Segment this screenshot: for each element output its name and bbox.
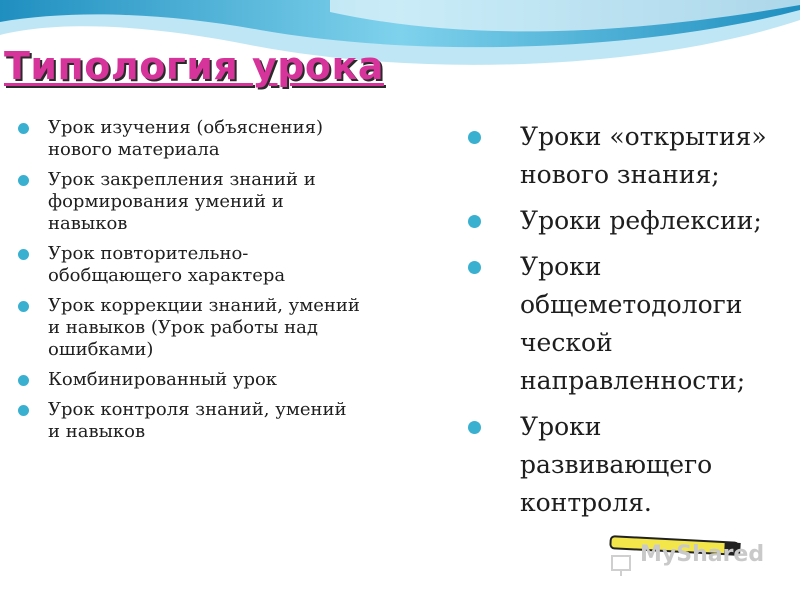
left-list-item <box>18 369 363 391</box>
bullet-icon <box>468 215 481 228</box>
left-list-item-text: Комбинированный урок <box>48 369 278 390</box>
bullet-icon <box>18 375 29 386</box>
left-list-item-text: Урок повторительно-обобщающего характера <box>48 243 286 286</box>
bullet-icon <box>468 261 481 274</box>
left-list-item <box>18 295 363 361</box>
left-list-item <box>18 117 363 161</box>
right-list-item <box>468 202 788 240</box>
left-list-item <box>18 399 363 443</box>
left-list-item-text: Урок коррекции знаний, умений и навыков (Урок работы над ошибками) <box>48 295 360 360</box>
right-list-item <box>468 408 788 522</box>
bullet-icon <box>468 421 481 434</box>
right-list-item <box>468 248 788 400</box>
slide-title: Типология урока <box>4 44 384 88</box>
bullet-icon <box>18 301 29 312</box>
bullet-icon <box>18 123 29 134</box>
right-list-item-text: Уроки развивающего контроля. <box>520 412 713 517</box>
left-list-item <box>18 169 363 235</box>
left-list-item-text: Урок изучения (объяснения) нового материала <box>48 117 323 160</box>
watermark-text: MyShared <box>640 542 765 567</box>
left-lesson-types-list <box>18 117 363 451</box>
right-list-item-text: Уроки «открытия» нового знания; <box>520 122 767 189</box>
bullet-icon <box>18 405 29 416</box>
right-list-item <box>468 118 788 194</box>
bullet-icon <box>468 131 481 144</box>
left-list-item <box>18 243 363 287</box>
right-list-item-text: Уроки рефлексии; <box>520 206 762 235</box>
bullet-icon <box>18 175 29 186</box>
right-list-item-text: Уроки общеметодологи ческой направленности; <box>520 252 746 395</box>
right-lesson-types-list <box>468 118 788 530</box>
left-list-item-text: Урок контроля знаний, умений и навыков <box>48 399 347 442</box>
left-list-item-text: Урок закрепления знаний и формирования умений и навыков <box>48 169 316 234</box>
bullet-icon <box>18 249 29 260</box>
